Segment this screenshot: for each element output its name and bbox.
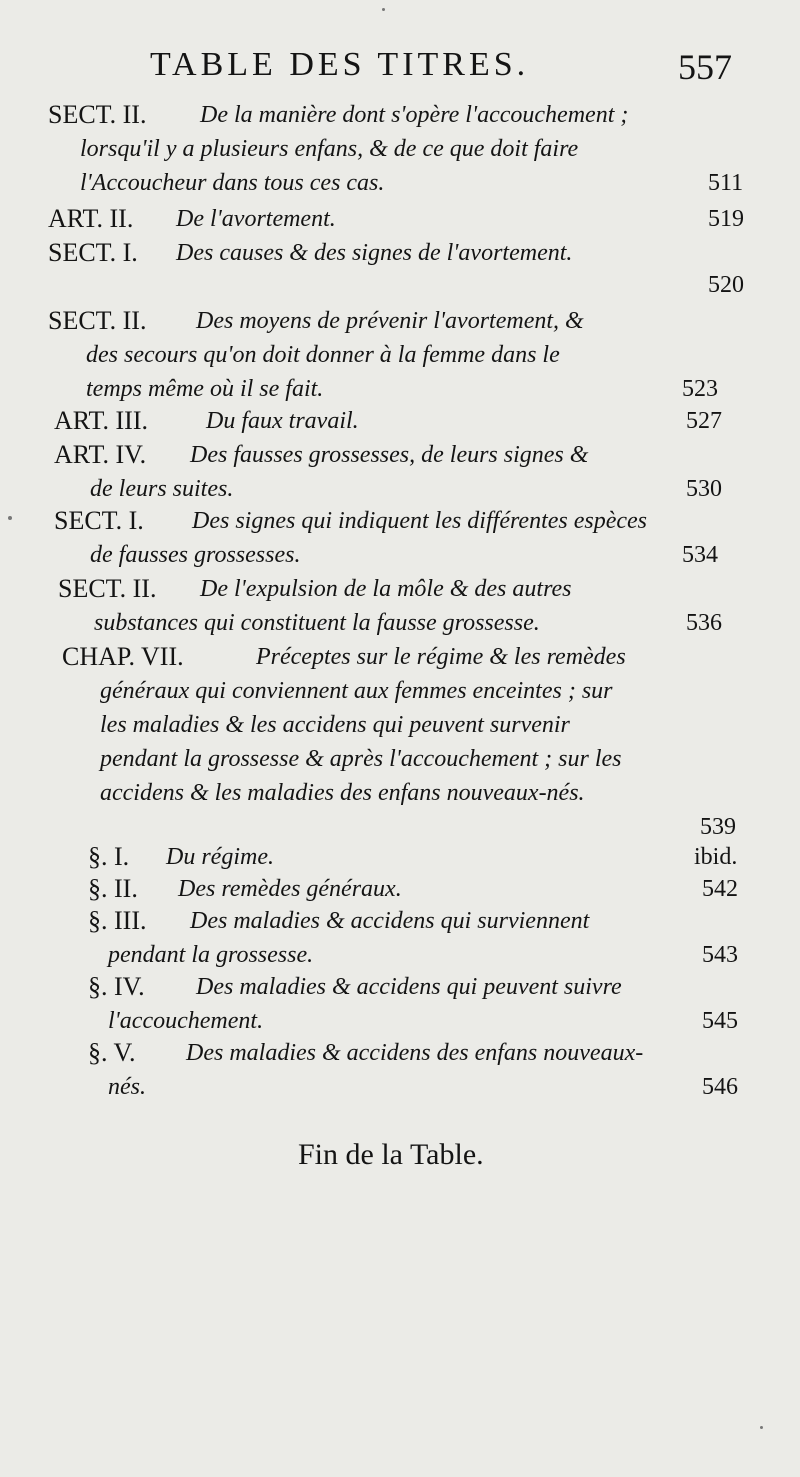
entry-title-line: temps même où il se fait. xyxy=(86,376,324,402)
entry-page: 519 xyxy=(708,206,744,232)
entry-title-line: nés. xyxy=(108,1074,146,1100)
entry-title-line: de fausses grossesses. xyxy=(90,542,301,568)
entry-label: §. II. xyxy=(88,874,138,903)
entry-title-line: De l'expulsion de la môle & des autres xyxy=(200,576,572,602)
entry-page: 546 xyxy=(702,1074,738,1100)
entry-label: SECT. II. xyxy=(58,574,157,603)
entry-page: 523 xyxy=(682,376,718,402)
entry-label: SECT. II. xyxy=(48,306,147,335)
end-of-table: Fin de la Table. xyxy=(298,1138,484,1171)
entry-page: 527 xyxy=(686,408,722,434)
entry-label: §. V. xyxy=(88,1038,136,1067)
running-title: TABLE DES TITRES. xyxy=(150,46,530,83)
entry-label: SECT. I. xyxy=(48,238,138,267)
entry-page: 536 xyxy=(686,610,722,636)
entry-title-line: pendant la grossesse & après l'accouchement ; sur les xyxy=(100,746,622,772)
entry-page: ibid. xyxy=(694,844,738,870)
entry-title-line: des secours qu'on doit donner à la femme dans le xyxy=(86,342,560,368)
entry-title-line: généraux qui conviennent aux femmes enceintes ; sur xyxy=(100,678,613,704)
entry-label: §. III. xyxy=(88,906,147,935)
entry-title-line: Des maladies & accidens qui surviennent xyxy=(190,908,590,934)
entry-page: 539 xyxy=(700,814,736,840)
entry-page: 542 xyxy=(702,876,738,902)
entry-title-line: De la manière dont s'opère l'accouchement ; xyxy=(200,102,629,128)
page-header xyxy=(150,46,740,94)
entry-page: 545 xyxy=(702,1008,738,1034)
paper-speck xyxy=(8,516,12,520)
entry-title-line: Des fausses grossesses, de leurs signes & xyxy=(190,442,589,468)
entry-label: §. I. xyxy=(88,842,130,871)
entry-label: §. IV. xyxy=(88,972,145,1001)
entry-title-line: Du régime. xyxy=(166,844,274,870)
entry-title-line: De l'avortement. xyxy=(176,206,336,232)
entry-title-line: Des remèdes généraux. xyxy=(178,876,402,902)
entry-page: 534 xyxy=(682,542,718,568)
entry-label: SECT. II. xyxy=(48,100,147,129)
entry-label: SECT. I. xyxy=(54,506,144,535)
page-number: 557 xyxy=(678,47,732,87)
entry-page: 520 xyxy=(708,272,744,298)
entry-label: ART. IV. xyxy=(54,440,147,469)
entry-label: ART. III. xyxy=(54,406,148,435)
entry-title-line: Des signes qui indiquent les différentes espèces xyxy=(192,508,648,534)
entry-title-line: Des causes & des signes de l'avortement. xyxy=(176,240,573,266)
entry-title-line: Du faux travail. xyxy=(206,408,359,434)
entry-title-line: Des moyens de prévenir l'avortement, & xyxy=(196,308,584,334)
entry-page: 511 xyxy=(708,170,744,196)
paper-speck xyxy=(382,8,385,11)
entry-title-line: de leurs suites. xyxy=(90,476,234,502)
entry-title-line: pendant la grossesse. xyxy=(108,942,314,968)
entry-title-line: Des maladies & accidens qui peuvent suivre xyxy=(196,974,622,1000)
entry-label: ART. II. xyxy=(48,204,134,233)
entry-title-line: substances qui constituent la fausse grossesse. xyxy=(94,610,540,636)
entry-title-line: lorsqu'il y a plusieurs enfans, & de ce que doit faire xyxy=(80,136,579,162)
entry-page: 543 xyxy=(702,942,738,968)
entry-label: CHAP. VII. xyxy=(62,642,184,671)
entry-title-line: accidens & les maladies des enfans nouveaux-nés. xyxy=(100,780,585,806)
entry-title-line: les maladies & les accidens qui peuvent survenir xyxy=(100,712,570,738)
entry-title-line: Préceptes sur le régime & les remèdes xyxy=(256,644,626,670)
paper-speck xyxy=(760,1426,763,1429)
entry-title-line: Des maladies & accidens des enfans nouveaux- xyxy=(186,1040,644,1066)
entry-page: 530 xyxy=(686,476,722,502)
entry-title-line: l'accouchement. xyxy=(108,1008,264,1034)
entry-title-line: l'Accoucheur dans tous ces cas. xyxy=(80,170,385,196)
